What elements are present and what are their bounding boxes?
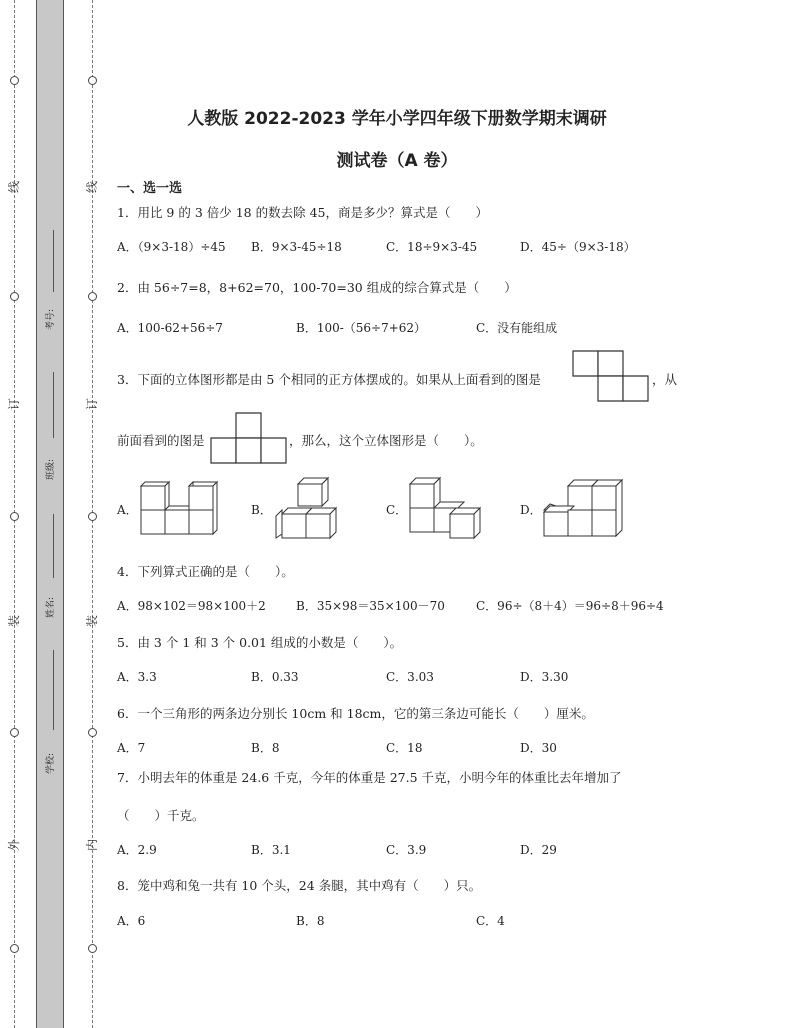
q8-option-a[interactable]: A．6	[117, 914, 146, 928]
punch-hole-marker	[88, 512, 97, 521]
question-7: 7．小明去年的体重是 24.6 千克，今年的体重是 27.5 千克，小明今年的体重比去年增加了	[117, 770, 622, 785]
q6-option-a[interactable]: A．7	[117, 741, 146, 755]
q2-option-a[interactable]: A．100-62+56÷7	[117, 321, 223, 335]
margin-char-ding: 订	[7, 398, 21, 411]
name-label: 姓名:	[46, 596, 56, 618]
q6-option-b[interactable]: B．8	[251, 741, 280, 755]
q8-option-c[interactable]: C．4	[476, 914, 505, 928]
field-underline	[53, 230, 54, 292]
q2-option-b[interactable]: B．100-（56÷7+62）	[296, 321, 427, 335]
q3-option-b-figure	[272, 476, 350, 540]
class-label: 班级:	[46, 458, 56, 480]
q4-option-a[interactable]: A．98×102＝98×100＋2	[117, 599, 266, 613]
punch-hole-marker	[10, 512, 19, 521]
page-subtitle: 测试卷（A 卷）	[336, 151, 458, 171]
q7-option-a[interactable]: A．2.9	[117, 843, 157, 857]
question-6: 6．一个三角形的两条边分别长 10cm 和 18cm，它的第三条边可能长（ ）厘米。	[117, 706, 594, 721]
q1-option-d[interactable]: D．45÷（9×3-18）	[520, 240, 636, 254]
margin-char-xian: 线	[85, 181, 99, 194]
school-label: 学校:	[46, 752, 56, 774]
question-4: 4．下列算式正确的是（ ）。	[117, 564, 294, 579]
exam-number-label: 考号:	[46, 308, 56, 330]
top-view-figure	[572, 350, 650, 402]
q8-option-b[interactable]: B．8	[296, 914, 325, 928]
question-5: 5．由 3 个 1 和 3 个 0.01 组成的小数是（ ）。	[117, 635, 403, 650]
section-heading: 一、选一选	[117, 181, 183, 196]
punch-hole-marker	[88, 728, 97, 737]
q4-option-b[interactable]: B．35×98＝35×100－70	[296, 599, 445, 613]
question-8: 8．笼中鸡和兔一共有 10 个头，24 条腿，其中鸡有（ ）只。	[117, 878, 482, 893]
punch-hole-marker	[10, 728, 19, 737]
q3-option-c-figure	[406, 476, 488, 540]
q1-option-a[interactable]: A．（9×3-18）÷45	[117, 240, 226, 254]
q6-option-c[interactable]: C．18	[386, 741, 423, 755]
q5-option-d[interactable]: D．3.30	[520, 670, 569, 684]
punch-hole-marker	[88, 292, 97, 301]
q6-option-d[interactable]: D．30	[520, 741, 557, 755]
margin-char-ding: 订	[85, 398, 99, 411]
question-2: 2．由 56÷7=8，8+62=70，100-70=30 组成的综合算式是（ ）	[117, 280, 517, 295]
page-title: 人教版 2022-2023 学年小学四年级下册数学期末调研	[187, 109, 607, 129]
q5-option-c[interactable]: C．3.03	[386, 670, 434, 684]
punch-hole-marker	[10, 76, 19, 85]
question-1: 1．用比 9 的 3 倍少 18 的数去除 45，商是多少？算式是（ ）	[117, 205, 488, 220]
front-view-figure	[210, 412, 288, 464]
q5-option-b[interactable]: B．0.33	[251, 670, 299, 684]
q7-option-b[interactable]: B．3.1	[251, 843, 291, 857]
punch-hole-marker	[88, 76, 97, 85]
q3-option-d-figure	[540, 476, 626, 540]
punch-hole-marker	[10, 944, 19, 953]
q7-option-c[interactable]: C．3.9	[386, 843, 427, 857]
field-underline	[53, 514, 54, 578]
q3-option-b[interactable]: B．	[251, 503, 272, 517]
field-underline	[53, 650, 54, 730]
punch-hole-marker	[10, 292, 19, 301]
margin-char-zhuang: 装	[7, 615, 21, 628]
margin-char-xian: 线	[7, 181, 21, 194]
question-3-part3: 前面看到的图是	[117, 433, 205, 448]
margin-char-zhuang: 装	[85, 615, 99, 628]
q7-option-d[interactable]: D．29	[520, 843, 557, 857]
q5-option-a[interactable]: A．3.3	[117, 670, 157, 684]
q1-option-b[interactable]: B．9×3-45÷18	[251, 240, 342, 254]
margin-char-wai: 外	[7, 839, 21, 852]
question-3-part1: 3．下面的立体图形都是由 5 个相同的正方体摆成的。如果从上面看到的图是	[117, 372, 541, 387]
question-3-part4: ，那么，这个立体图形是（ ）。	[289, 433, 483, 448]
question-3-part2: ，从	[652, 372, 678, 387]
q3-option-c[interactable]: C．	[386, 503, 408, 517]
field-underline	[53, 372, 54, 438]
q2-option-c[interactable]: C．没有能组成	[476, 321, 558, 335]
q3-option-d[interactable]: D．	[520, 503, 542, 517]
q4-option-c[interactable]: C．96÷（8＋4）＝96÷8＋96÷4	[476, 599, 664, 613]
q3-option-a[interactable]: A．	[117, 503, 138, 517]
margin-char-nei: 内	[85, 839, 99, 852]
q3-option-a-figure	[137, 478, 221, 538]
question-7-continued: （ ）千克。	[117, 808, 205, 823]
q1-option-c[interactable]: C．18÷9×3-45	[386, 240, 478, 254]
punch-hole-marker	[88, 944, 97, 953]
